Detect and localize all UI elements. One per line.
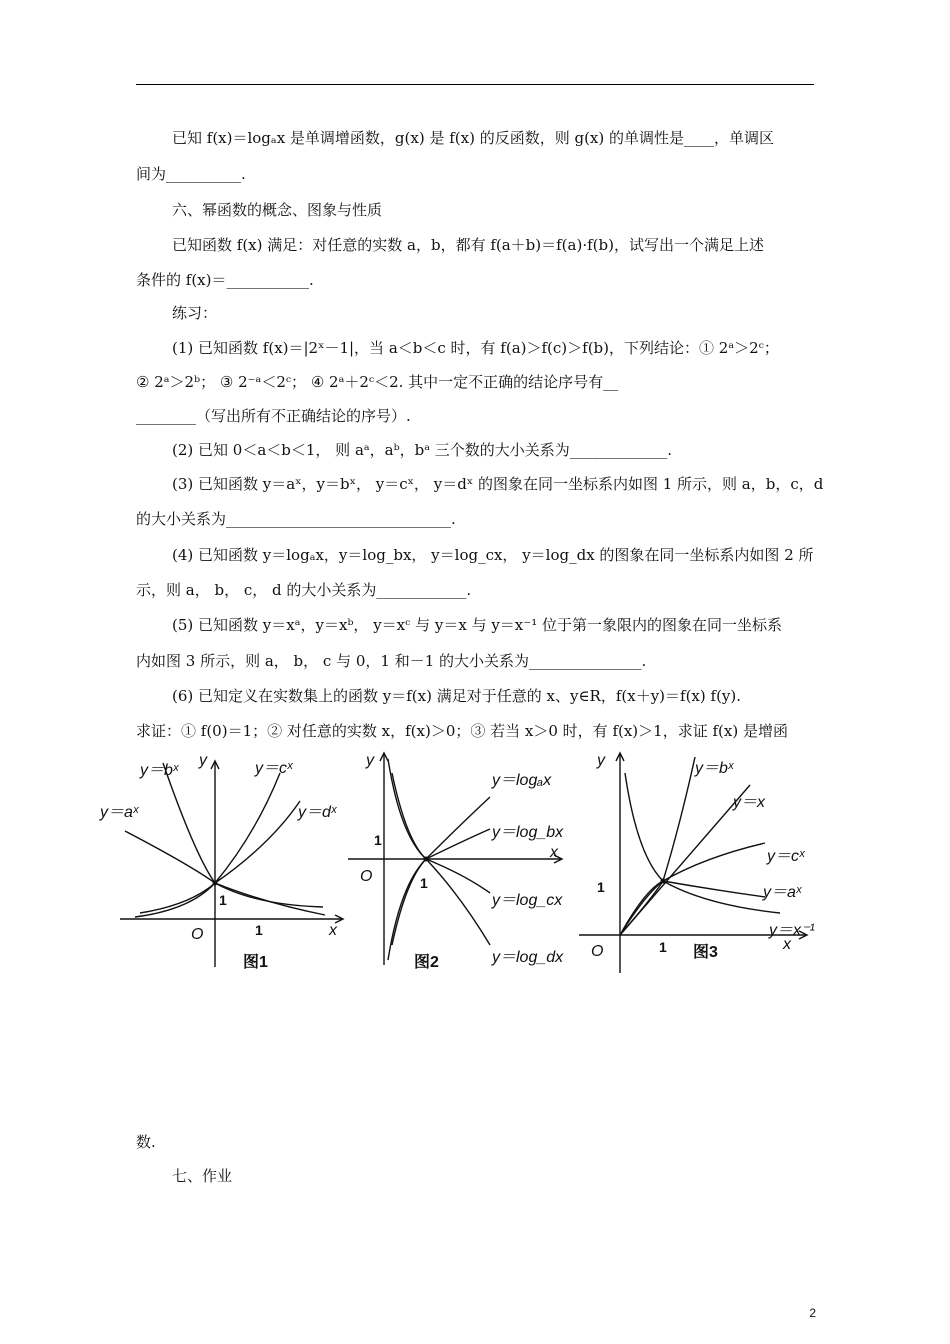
fig2-label-loga: y＝logₐx [492,772,552,789]
section-heading-6: 六、幂函数的概念、图象与性质 [172,201,383,219]
text-line-2: 间为__________. [136,165,246,183]
fig2-intersection-dot [424,857,429,862]
header-rule [136,84,814,85]
exercise-5-line-2: 内如图 3 所示，则 a， b， c 与 0，1 和－1 的大小关系为_______________. [136,652,647,670]
fig3-label-one-y: 1 [597,879,605,895]
fig2-label-one-x: 1 [420,875,428,891]
exercise-6-line-1: (6) 已知定义在实数集上的函数 y＝f(x) 满足对于任意的 x、y∈R，f(x＋y)＝f(x) f(y). [172,687,742,705]
fig1-curve-c [140,773,280,913]
exercise-4-line-1: (4) 已知函数 y＝logₐx，y＝log_bx， y＝log_cx， y＝log_dx 的图象在同一坐标系内如图 2 所 [172,546,814,564]
exercise-6-line-2: 求证：① f(0)＝1；② 对任意的实数 x，f(x)＞0；③ 若当 x＞0 时，有 f(x)＞1，求证 f(x) 是增函 [136,722,788,740]
fig2-curve-d [388,859,490,960]
fig1-label-one-x: 1 [255,922,263,938]
fig3-curve-c [620,843,765,935]
fig1-curve-d [135,801,300,917]
fig2-curve-c [392,859,490,945]
fig2-curve-a [388,759,490,859]
fig1-label-ax: y＝aˣ [100,804,139,821]
exercise-6-line-3: 数. [136,1133,156,1151]
fig3-label-inverse: y＝x⁻¹ [769,922,815,939]
exercise-1-line-1: (1) 已知函数 f(x)＝|2ˣ－1|，当 a＜b＜c 时，有 f(a)＞f(c)＞f(b)，下列结论：① 2ᵃ＞2ᶜ； [172,339,779,357]
exercise-3-line-2: 的大小关系为______________________________. [136,510,456,528]
exercise-3-line-1: (3) 已知函数 y＝aˣ，y＝bˣ， y＝cˣ， y＝dˣ 的图象在同一坐标系内如图 1 所示，则 a，b，c，d [172,475,824,493]
fig3-label-cx: y＝cˣ [767,848,805,865]
fig2-label-one-y: 1 [374,832,382,848]
fig2-label-origin: O [360,868,373,885]
exercise-5-line-1: (5) 已知函数 y＝xᵃ，y＝xᵇ， y＝xᶜ 与 y＝x 与 y＝x⁻¹ 位于第一象限内的图象在同一坐标系 [172,616,782,634]
fig1-label-y: y [199,752,207,769]
fig3-intersection-dot [661,879,666,884]
fig1-intersection-dot [213,881,218,886]
figure-3 [575,745,835,985]
fig3-label-bx: y＝bˣ [695,760,734,777]
fig1-label-x: x [329,922,337,939]
fig2-label-x: x [550,844,558,861]
exercise-4-line-2: 示，则 a， b， c， d 的大小关系为____________. [136,581,472,599]
fig2-curve-b [392,773,490,859]
exercise-1-line-3: ________（写出所有不正确结论的序号）. [136,407,411,425]
page-number: 2 [809,1306,816,1320]
exercise-1-line-2: ② 2ᵃ＞2ᵇ； ③ 2⁻ᵃ＜2ᶜ； ④ 2ᵃ＋2ᶜ＜2. 其中一定不正确的结论序号有__ [136,373,619,391]
fig3-label-y: y [597,752,605,769]
text-line-1: 已知 f(x)＝logₐx 是单调增函数，g(x) 是 f(x) 的反函数，则 g(x) 的单调性是____，单调区 [172,129,775,147]
fig2-caption: 图2 [414,954,439,971]
fig3-label-yx: y＝x [733,794,766,811]
fig2-label-logd: y＝log_dx [492,949,564,966]
figure-2 [340,745,580,975]
fig3-curve-b [620,757,695,935]
figure-1 [95,745,355,975]
fig3-caption: 图3 [693,944,718,961]
fig3-label-x: x [783,936,791,953]
fig1-label-cx: y＝cˣ [255,760,293,777]
fig1-label-bx: y＝bˣ [140,762,179,779]
fig3-label-origin: O [591,943,604,960]
practice-heading: 练习： [172,304,218,322]
exercise-2: (2) 已知 0＜a＜b＜1， 则 aᵃ，aᵇ，bᵃ 三个数的大小关系为_____________. [172,441,673,459]
fig3-label-ax: y＝aˣ [763,884,802,901]
fig2-label-logb: y＝log_bx [492,824,564,841]
fig1-caption: 图1 [243,954,268,971]
text-line-4: 已知函数 f(x) 满足：对任意的实数 a，b，都有 f(a＋b)＝f(a)·f(b)，试写出一个满足上述 [172,236,764,254]
text-line-5: 条件的 f(x)＝___________. [136,271,314,289]
fig1-label-one-y: 1 [219,892,227,908]
fig2-label-y: y [366,752,374,769]
fig2-label-logc: y＝log_cx [492,892,563,909]
fig1-curve-b [163,763,323,907]
fig1-label-dx: y＝dˣ [298,804,337,821]
section-heading-7: 七、作业 [172,1167,233,1185]
fig1-label-origin: O [191,926,204,943]
fig3-label-one-x: 1 [659,939,667,955]
